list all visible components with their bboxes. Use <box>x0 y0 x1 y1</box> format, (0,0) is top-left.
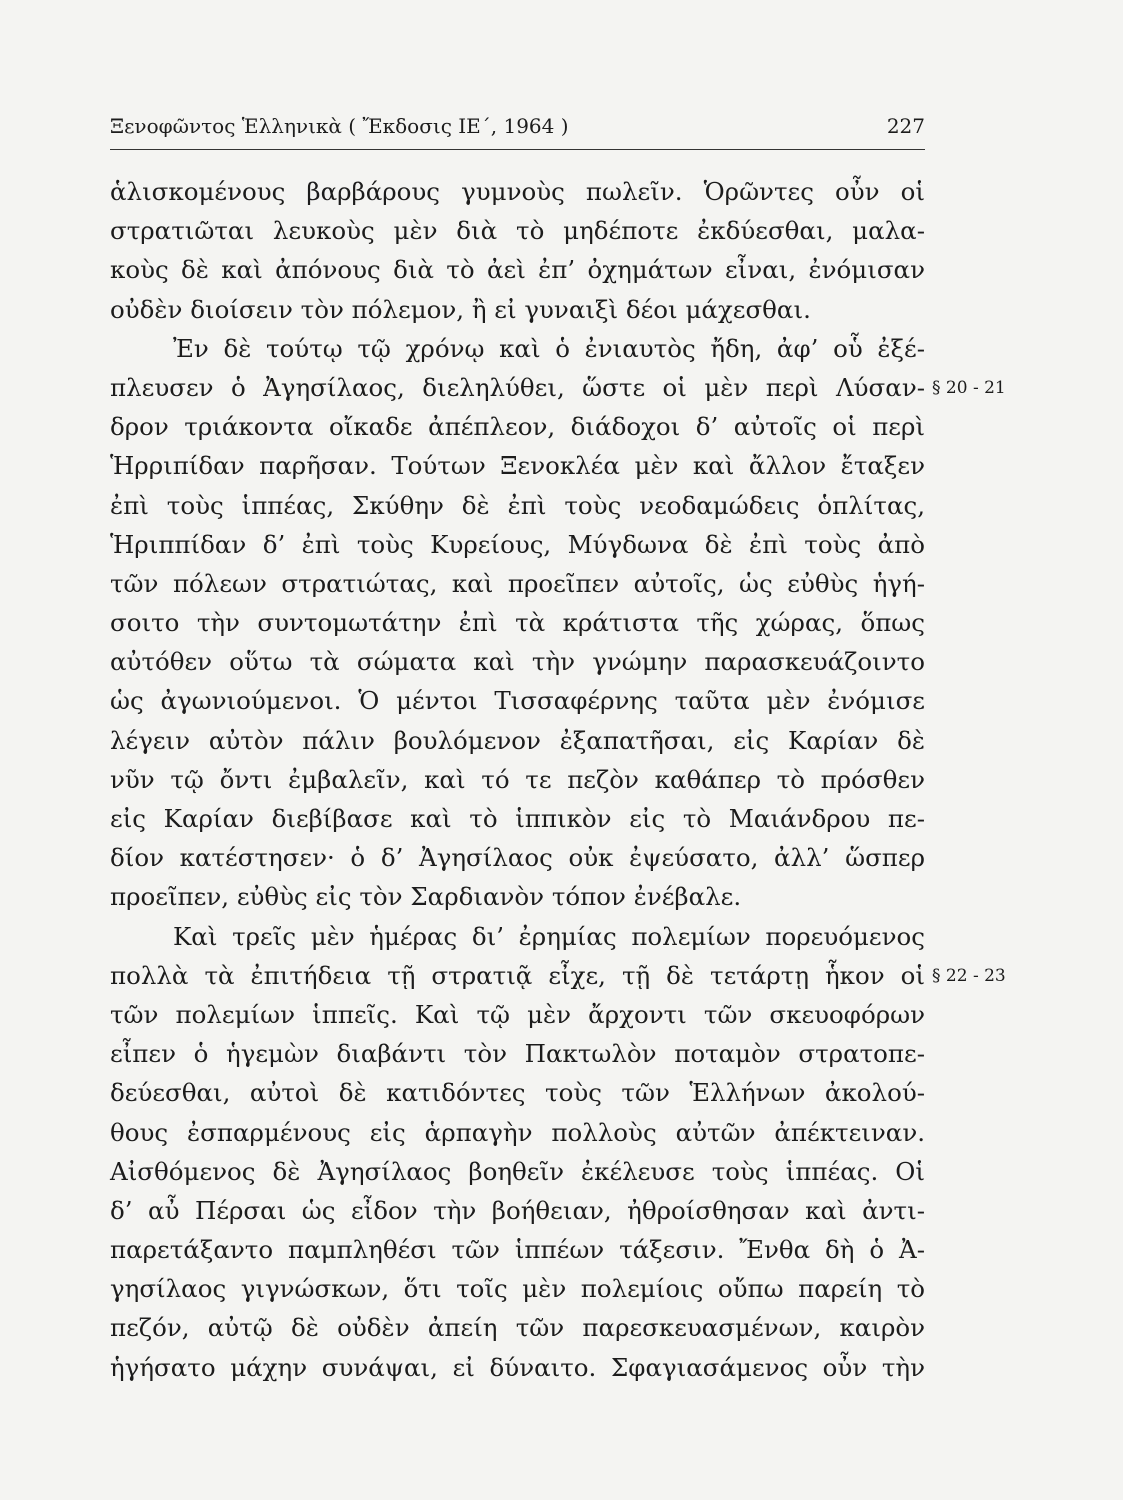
text-line: οὐδὲν διοίσειν τὸν πόλεμον, ἢ εἰ γυναιξὶ δέοι μάχεσθαι. <box>110 294 811 324</box>
text-line: δίον κατέστησεν· ὁ δ’ Ἀγησίλαος οὐκ ἐψεύσατο, ἀλλ’ ὥσπερ <box>110 843 925 873</box>
text-line: Αἰσθόμενος δὲ Ἀγησίλαος βοηθεῖν ἐκέλευσε τοὺς ἱππέας. Οἱ <box>110 1156 925 1186</box>
page-number: 227 <box>886 114 925 138</box>
text-line: τῶν πολεμίων ἱππεῖς. Καὶ τῷ μὲν ἄρχοντι τῶν σκευοφόρων <box>110 999 925 1029</box>
text-line: ἡγήσατο μάχην συνάψαι, εἰ δύναιτο. Σφαγιασάμενος οὖν τὴν <box>110 1352 925 1382</box>
body-text <box>110 172 925 1387</box>
text-line: λέγειν αὐτὸν πάλιν βουλόμενον ἐξαπατῆσαι, εἰς Καρίαν δὲ <box>110 725 925 755</box>
text-line: δρον τριάκοντα οἴκαδε ἀπέπλεον, διάδοχοι δ’ αὐτοῖς οἱ περὶ <box>110 412 925 442</box>
text-line: πλευσεν ὁ Ἀγησίλαος, διεληλύθει, ὥστε οἱ μὲν περὶ Λύσαν- <box>110 372 925 402</box>
text-line: ἁλισκομένους βαρβάρους γυμνοὺς πωλεῖν. Ὁρῶντες οὖν οἱ <box>110 177 925 206</box>
text-line: στρατιῶται λευκοὺς μὲν διὰ τὸ μηδέποτε ἐκδύεσθαι, μαλα- <box>110 216 925 246</box>
text-line: Καὶ τρεῖς μὲν ἡμέρας δι’ ἐρημίας πολεμίων πορευόμενος <box>173 921 925 951</box>
text-line: πεζόν, αὐτῷ δὲ οὐδὲν ἀπείη τῶν παρεσκευασμένων, καιρὸν <box>110 1313 925 1343</box>
text-line: σοιτο τὴν συντομωτάτην ἐπὶ τὰ κράτιστα τῆς χώρας, ὅπως <box>110 608 925 638</box>
page-header <box>110 112 925 140</box>
text-line: Ἡρριπίδαν παρῆσαν. Τούτων Ξενοκλέα μὲν καὶ ἄλλον ἔταξεν <box>110 451 925 481</box>
text-line: παρετάξαντο παμπληθέσι τῶν ἱππέων τάξεσιν. Ἔνθα δὴ ὁ Ἀ- <box>110 1235 925 1265</box>
running-title: Ξενοφῶντος Ἑλληνικὰ ( Ἔκδοσις ΙΕ΄, 1964 ) <box>110 114 569 138</box>
text-line: κοὺς δὲ καὶ ἀπόνους διὰ τὸ ἀεὶ ἐπ’ ὀχημάτων εἶναι, ἐνόμισαν <box>110 255 925 285</box>
text-line: τῶν πόλεων στρατιώτας, καὶ προεῖπεν αὐτοῖς, ὡς εὐθὺς ἡγή- <box>110 568 925 598</box>
text-line: νῦν τῷ ὄντι ἐμβαλεῖν, καὶ τό τε πεζὸν καθάπερ τὸ πρόσθεν <box>110 764 925 794</box>
text-line: ὡς ἀγωνιούμενοι. Ὁ μέντοι Τισσαφέρνης ταῦτα μὲν ἐνόμισε <box>110 686 925 716</box>
text-line: ἐπὶ τοὺς ἱππέας, Σκύθην δὲ ἐπὶ τοὺς νεοδαμώδεις ὁπλίτας, <box>110 490 925 520</box>
text-line: δεύεσθαι, αὐτοὶ δὲ κατιδόντες τοὺς τῶν Ἑλλήνων ἀκολού- <box>110 1078 925 1108</box>
text-line: εἰς Καρίαν διεβίβασε καὶ τὸ ἱππικὸν εἰς τὸ Μαιάνδρου πε- <box>110 804 925 833</box>
header-rule <box>110 149 925 150</box>
text-line: γησίλαος γιγνώσκων, ὅτι τοῖς μὲν πολεμίοις οὔπω παρείη τὸ <box>110 1274 925 1304</box>
text-line: δ’ αὖ Πέρσαι ὡς εἶδον τὴν βοήθειαν, ἠθροίσθησαν καὶ ἀντι- <box>110 1195 925 1225</box>
section-marker: § 22 - 23 <box>932 966 1006 986</box>
text-line: θους ἐσπαρμένους εἰς ἁρπαγὴν πολλοὺς αὐτῶν ἀπέκτειναν. <box>110 1117 925 1147</box>
text-line: αὐτόθεν οὕτω τὰ σώματα καὶ τὴν γνώμην παρασκευάζοιντο <box>110 647 925 677</box>
text-line: Ἐν δὲ τούτῳ τῷ χρόνῳ καὶ ὁ ἐνιαυτὸς ἤδη, ἀφ’ οὗ ἐξέ- <box>173 333 925 363</box>
text-line: προεῖπεν, εὐθὺς εἰς τὸν Σαρδιανὸν τόπον ἐνέβαλε. <box>110 882 742 912</box>
text-line: πολλὰ τὰ ἐπιτήδεια τῇ στρατιᾷ εἶχε, τῇ δὲ τετάρτῃ ἧκον οἱ <box>110 960 925 990</box>
section-marker: § 20 - 21 <box>932 378 1006 398</box>
text-line: εἶπεν ὁ ἡγεμὼν διαβάντι τὸν Πακτωλὸν ποταμὸν στρατοπε- <box>110 1039 925 1069</box>
text-line: Ἡριππίδαν δ’ ἐπὶ τοὺς Κυρείους, Μύγδωνα δὲ ἐπὶ τοὺς ἀπὸ <box>110 529 925 559</box>
